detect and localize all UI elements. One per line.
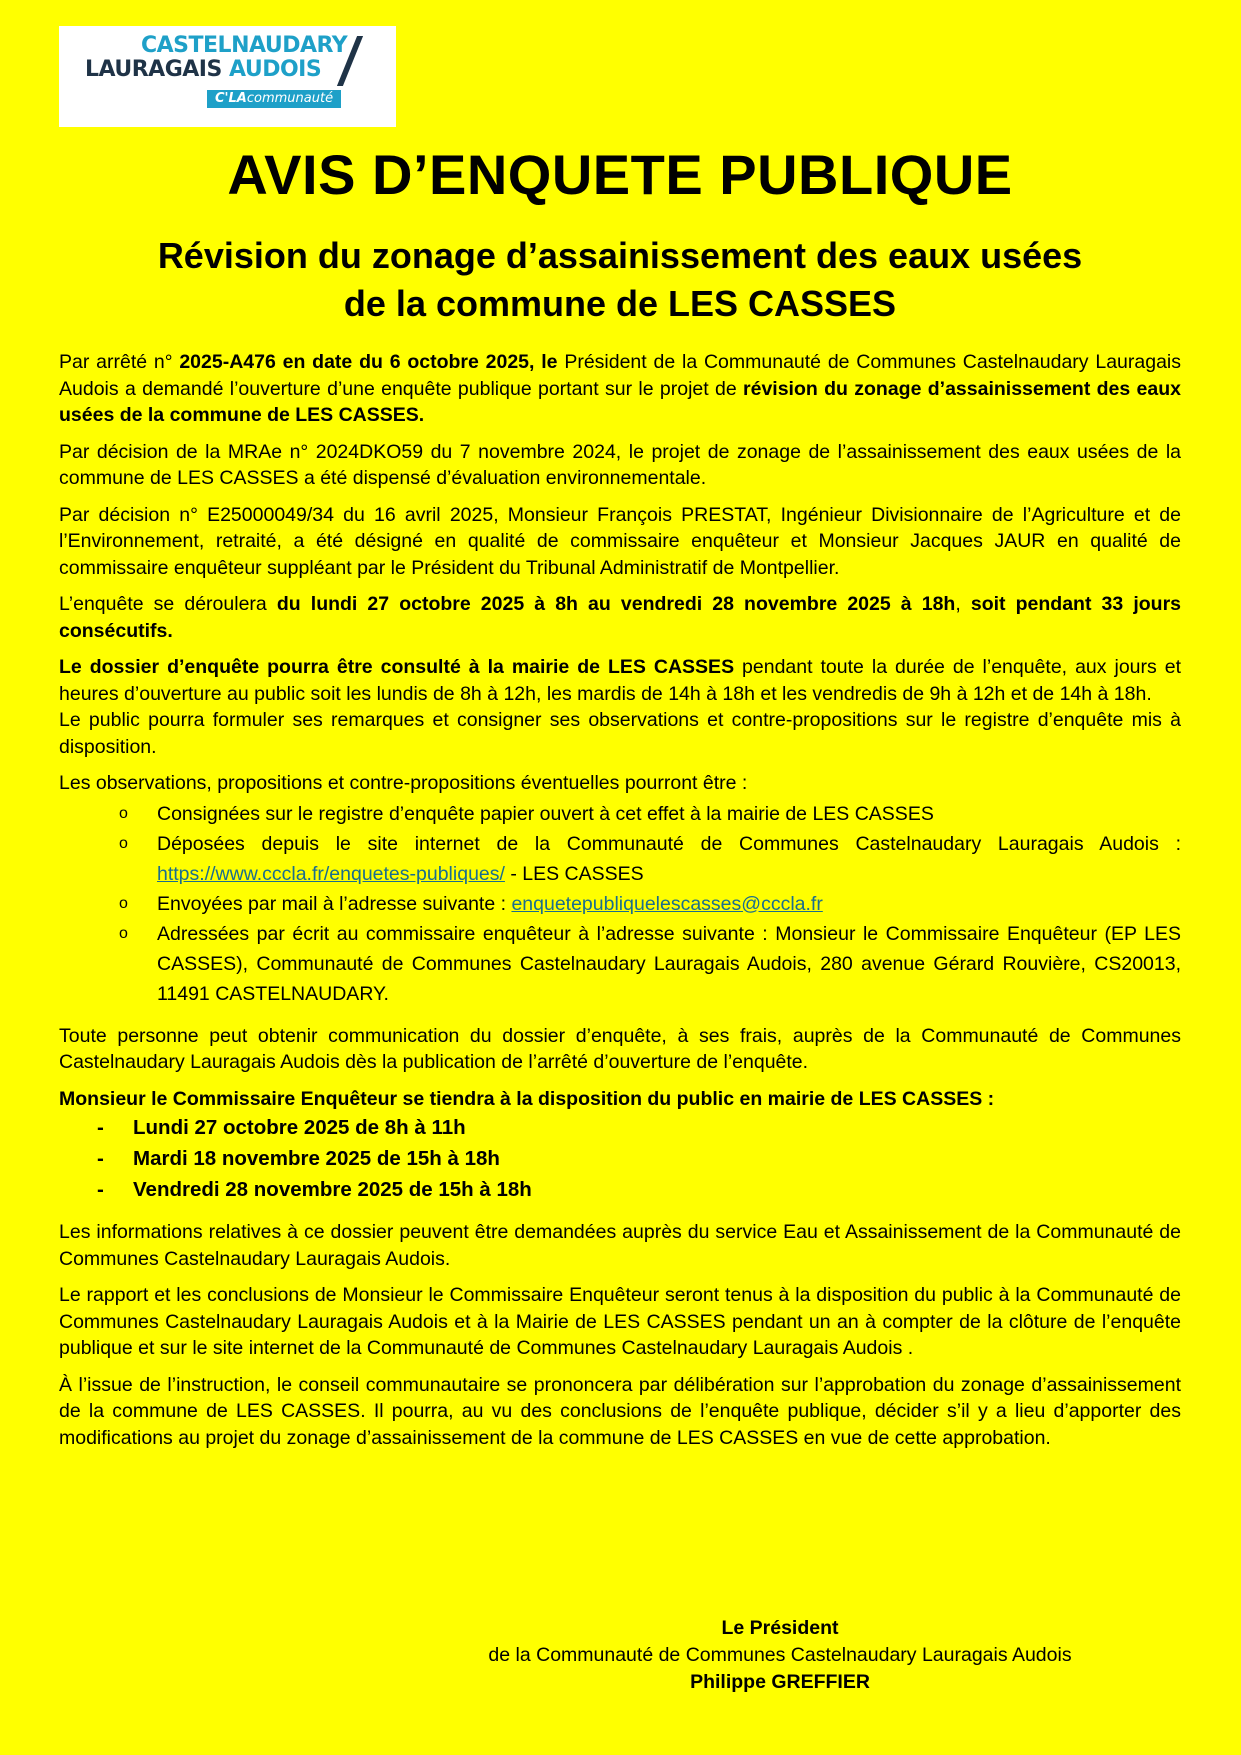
text-bold: du lundi 27 octobre 2025 à 8h au vendredi 28 novembre 2025 à 18h <box>276 593 956 615</box>
text-bold: 2025-A476 en date du 6 octobre 2025, le <box>179 351 558 373</box>
paragraph-arrete <box>59 349 1181 429</box>
text: Déposées depuis le site internet de la Communauté de Communes Castelnaudary Lauragais Audois : <box>157 832 1181 855</box>
logo-tag-bold: C'LA <box>215 91 247 106</box>
logo-line-2-dark: LAURAGAIS <box>85 57 229 82</box>
paragraph-mrae: Par décision de la MRAe n° 2024DKO59 du 7 novembre 2024, le projet de zonage de l’assainissement des eaux usées de la commune de LES CASSES a été dispensé d’évaluation environnementale. <box>59 440 1181 489</box>
subtitle-line-2: de la commune de LES CASSES <box>343 283 897 324</box>
paragraph-dossier <box>59 654 1181 760</box>
list-item: - Vendredi 28 novembre 2025 de 15h à 18h <box>59 1174 1181 1205</box>
signature-org: de la Communauté de Communes Castelnaudary Lauragais Audois <box>488 1644 1072 1666</box>
logo-line-1: CASTELNAUDARY <box>141 33 348 58</box>
enquetes-link[interactable]: https://www.cccla.fr/enquetes-publiques/ <box>157 862 505 885</box>
paragraph-instruction: À l’issue de l’instruction, le conseil communautaire se prononcera par délibération sur l’approbation du zonage d’assainissement de la commune de LES CASSES. Il pourra, au vu des conclusions de l’enquête publique, décider s’il y a lieu d’apporter des modifications au projet du zonage d’assainissement de la commune de LES CASSES en vue de cette approbation. <box>59 1373 1181 1449</box>
paragraph-dates-enquete <box>59 591 1181 644</box>
notice-body <box>59 140 1181 1461</box>
text: Par arrêté n° <box>59 351 180 373</box>
paragraph-permanences: Monsieur le Commissaire Enquêteur se tiendra à la disposition du public en mairie de LES CASSES : <box>59 1087 995 1110</box>
paragraph-commissaire: Par décision n° E25000049/34 du 16 avril 2025, Monsieur François PRESTAT, Ingénieur Divisionnaire de l’Agriculture et de l’Environnement, retraité, a été désigné en qualité de commissaire enquêteur et Monsieur Jacques JAUR en qualité de commissaire enquêteur suppléant par le Président du Tribunal Administratif de Montpellier. <box>59 503 1181 579</box>
text-bold: révision du zonage d’assainissement des eaux usées de la commune de LES CASSES. <box>59 377 1182 426</box>
logo-tag-rest: communauté <box>246 91 334 106</box>
paragraph-rapport: Le rapport et les conclusions de Monsieur le Commissaire Enquêteur seront tenus à la disposition du public à la Communauté de Communes Castelnaudary Lauragais Audois et à la Mairie de LES CASSES pendant un an à compter de la clôture de l’enquête publique et sur le site internet de la Communauté de Communes Castelnaudary Lauragais Audois . <box>59 1284 1181 1359</box>
paragraph-communication: Toute personne peut obtenir communication du dossier d’enquête, à ses frais, auprès de la Communauté de Communes Castelnaudary Lauragais Audois dès la publication de l’arrêté d’ouverture de l’enquête. <box>59 1024 1181 1073</box>
text-bold: Le dossier d’enquête pourra être consulté à la mairie de LES CASSES <box>59 656 735 678</box>
list-item <box>59 889 1181 919</box>
email-link[interactable]: enquetepubliquelescasses@cccla.fr <box>511 892 823 915</box>
signature-role: Le Président <box>721 1617 839 1639</box>
list-item: o Consignées sur le registre d’enquête papier ouvert à cet effet à la mairie de LES CASSES <box>59 799 1181 829</box>
logo <box>59 26 396 127</box>
list-item <box>59 829 1181 889</box>
text: L’enquête se déroulera <box>59 593 277 615</box>
text: , <box>955 593 971 615</box>
logo-line-2-blue: AUDOIS <box>228 57 322 82</box>
text: Envoyées par mail à l’adresse suivante : <box>157 892 512 915</box>
observations-list <box>59 799 1181 1009</box>
logo-tag <box>207 90 341 108</box>
list-item: - Lundi 27 octobre 2025 de 8h à 11h <box>59 1112 1181 1143</box>
paragraph-observations-intro: Les observations, propositions et contre-propositions éventuelles pourront être : <box>59 772 748 794</box>
list-item: - Mardi 18 novembre 2025 de 15h à 18h <box>59 1143 1181 1174</box>
subtitle-line-1: Révision du zonage d’assainissement des eaux usées <box>157 235 1083 276</box>
subtitle <box>59 232 1181 328</box>
text: - LES CASSES <box>504 862 644 885</box>
text: Le public pourra formuler ses remarques et consigner ses observations et contre-propositions sur le registre d’enquête mis à disposition. <box>59 709 1181 758</box>
list-item: o Adressées par écrit au commissaire enquêteur à l’adresse suivante : Monsieur le Commissaire Enquêteur (EP LES CASSES), Communauté de Communes Castelnaudary Lauragais Audois, 280 avenue Gérard Rouvière, CS20013, 11491 CASTELNAUDARY. <box>59 919 1181 1009</box>
text: pendant toute la durée de l’enquête, aux jours et heures d’ouverture au public soit les lundis de 8h à 12h, les mardis de 14h à 18h et les vendredis de 9h à 12h et de 14h à 18h. <box>59 656 1181 705</box>
paragraph-informations: Les informations relatives à ce dossier peuvent être demandées auprès du service Eau et Assainissement de la Communauté de Communes Castelnaudary Lauragais Audois. <box>59 1221 1181 1270</box>
text-bold: soit pendant 33 jours consécutifs. <box>59 593 1182 642</box>
page-title: AVIS D’ENQUETE PUBLIQUE <box>227 143 1013 206</box>
signature-block <box>399 1615 1161 1696</box>
text: Président de la Communauté de Communes Castelnaudary Lauragais Audois a demandé l’ouverture d’une enquête publique portant sur le projet de <box>59 351 1181 400</box>
permanences-list <box>59 1112 1181 1205</box>
signature-name: Philippe GREFFIER <box>690 1671 870 1693</box>
